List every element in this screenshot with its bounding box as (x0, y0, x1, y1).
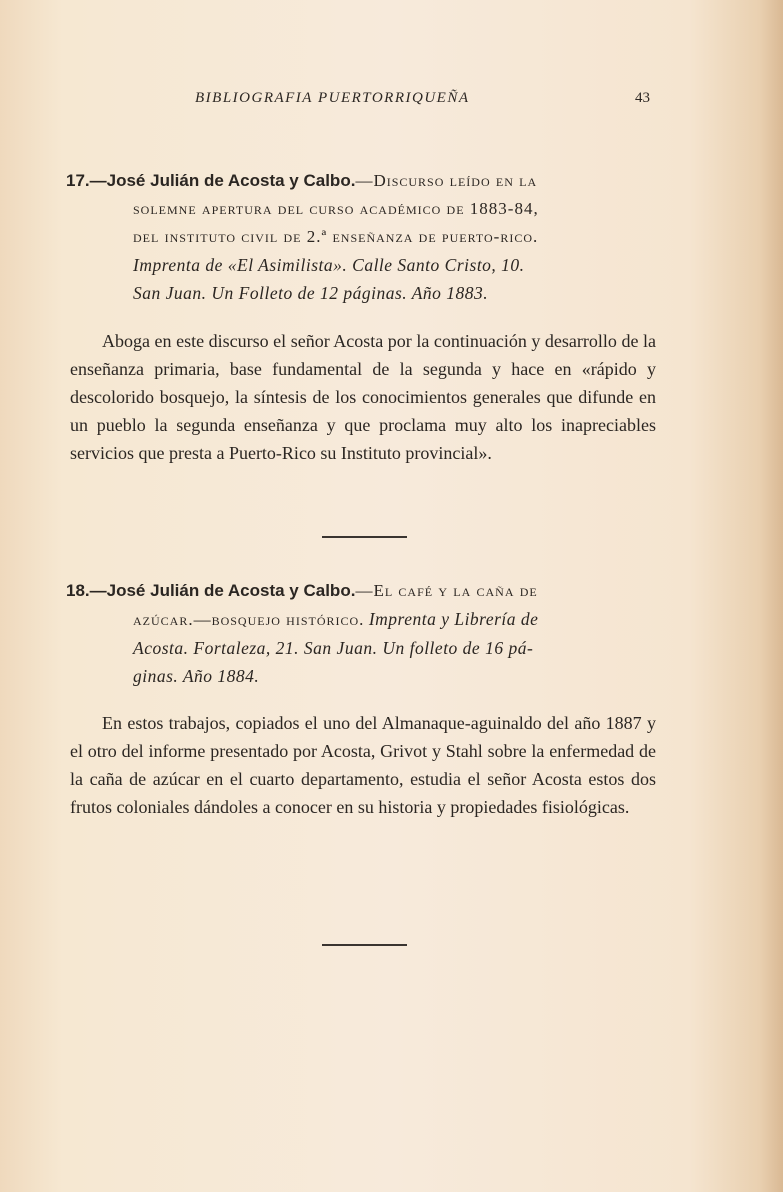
entry-number: 18.— (66, 581, 107, 600)
entry-title-line: solemne apertura del curso académico de 1883-84, (133, 199, 539, 218)
entry-title-start: —Discurso leído en la (355, 171, 538, 190)
section-divider (322, 944, 407, 946)
entry-17-description (70, 327, 656, 467)
entry-author: José Julián de Acosta y Calbo. (106, 171, 356, 190)
section-divider (322, 536, 407, 538)
entry-imprint-line: ginas. Año 1884. (133, 666, 260, 686)
entry-title-line: del instituto civil de 2.ª enseñanza de puerto-rico. (133, 227, 539, 246)
description-text: Aboga en este discurso el señor Acosta por la continuación y desarrollo de la enseñanza primaria, base fundamental de la segunda y hace en «rápido y descolorido bosquejo, la síntesis de los conocimientos generales que difunde en un pueblo la segunda enseñanza y que proclama muy alto los inapreciables servicios que presta a Puerto-Rico su Instituto provincial». (70, 331, 656, 463)
entry-heading (66, 166, 656, 195)
entry-subtitle: azúcar.—bosquejo histórico. (133, 610, 365, 629)
bibliography-entry-18 (66, 576, 656, 690)
running-title: BIBLIOGRAFIA PUERTORRIQUEÑA (195, 90, 470, 106)
entry-title-line (66, 605, 656, 634)
entry-heading (66, 576, 656, 605)
entry-imprint: Imprenta y Librería de (368, 609, 539, 629)
page-number: 43 (635, 90, 650, 106)
entry-18-description (70, 709, 656, 821)
entry-number: 17.— (66, 171, 107, 190)
description-text: En estos trabajos, copiados el uno del Almanaque-aguinaldo del año 1887 y el otro del informe presentado por Acosta, Grivot y Stahl sobre la enfermedad de la caña de azúcar en el cuarto departamento, estudia el señor Acosta estos dos frutos coloniales dándoles a conocer en su historia y propiedades fisiológicas. (70, 713, 656, 817)
bibliography-entry-17 (66, 166, 656, 307)
entry-imprint-line: Acosta. Fortaleza, 21. San Juan. Un folleto de 16 pá- (133, 638, 534, 658)
entry-imprint-line: Imprenta de «El Asimilista». Calle Santo Cristo, 10. (133, 255, 525, 275)
entry-author: José Julián de Acosta y Calbo. (106, 581, 356, 600)
entry-title-start: —El café y la caña de (355, 581, 538, 600)
entry-imprint-line: San Juan. Un Folleto de 12 páginas. Año 1883. (133, 283, 489, 303)
